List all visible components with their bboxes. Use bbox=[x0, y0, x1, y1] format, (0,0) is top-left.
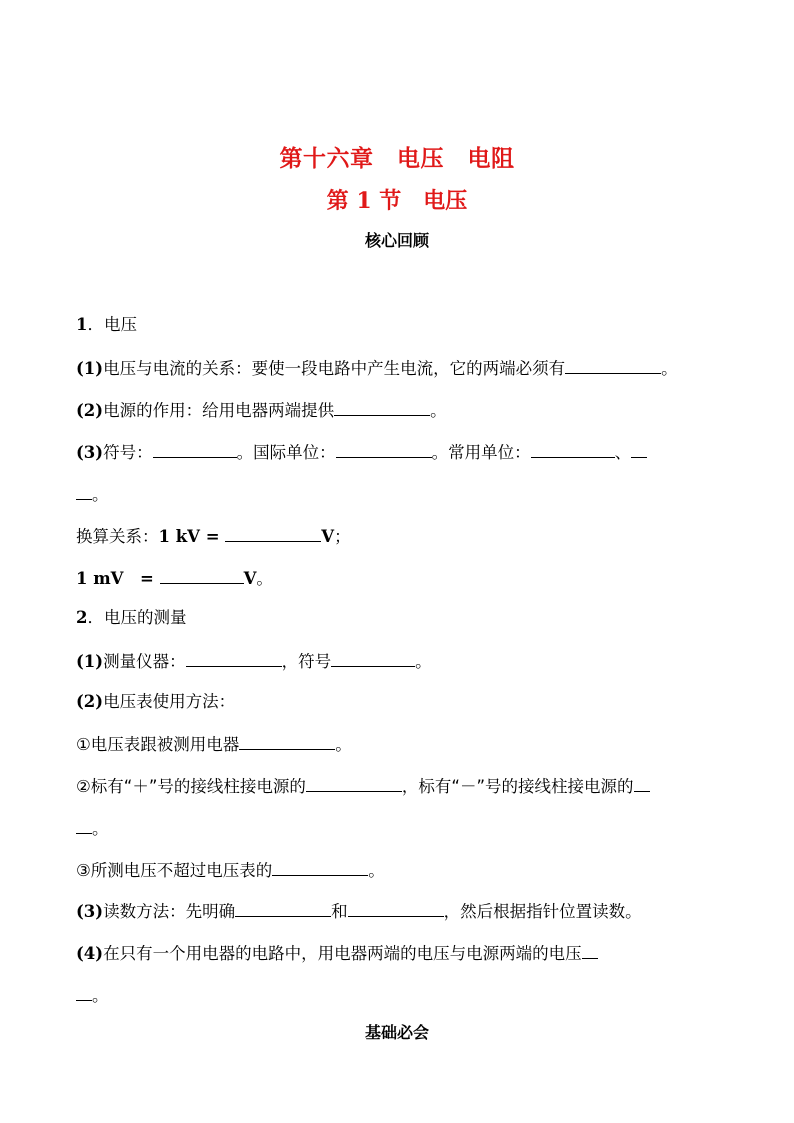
mv-expression: 1 mV = bbox=[76, 569, 160, 588]
q2-4-line bbox=[76, 940, 726, 966]
q1-3-number: (3) bbox=[76, 443, 104, 462]
volt-unit: V bbox=[243, 569, 257, 588]
reading-text-b: 和 bbox=[331, 902, 348, 921]
q2-2-text: 电压表使用方法： bbox=[103, 692, 236, 711]
q1-heading bbox=[76, 313, 726, 337]
negative-terminal-blank-cont[interactable] bbox=[76, 815, 92, 834]
usage-1-text: ①电压表跟被测用电器 bbox=[76, 735, 240, 754]
answer-blank[interactable] bbox=[239, 731, 335, 750]
answer-blank[interactable] bbox=[272, 857, 368, 876]
q2-3-number: (3) bbox=[76, 902, 104, 921]
mv-blank[interactable] bbox=[160, 565, 244, 584]
conversion-line-2 bbox=[76, 565, 726, 591]
q2-3-line bbox=[76, 898, 726, 924]
period: 。 bbox=[335, 735, 352, 754]
q1-3-line-cont bbox=[76, 481, 726, 507]
q1-1-number: (1) bbox=[76, 359, 104, 378]
reading-text-c: ，然后根据指针位置读数。 bbox=[443, 902, 642, 921]
core-review-heading: 核心回顾 bbox=[364, 231, 429, 250]
positive-terminal-blank[interactable] bbox=[306, 773, 402, 792]
period: 。 bbox=[368, 861, 385, 880]
basic-must-heading: 基础必会 bbox=[364, 1023, 429, 1042]
q2-4-number: (4) bbox=[76, 944, 104, 963]
usage-3-line bbox=[76, 857, 726, 883]
period: 。 bbox=[92, 819, 109, 838]
usage-2-text-b: ，标有“－”号的接线柱接电源的 bbox=[401, 777, 634, 796]
volt-unit: V bbox=[321, 527, 335, 546]
q2-4-text: 在只有一个用电器的电路中，用电器两端的电压与电源两端的电压 bbox=[103, 944, 582, 963]
conversion-line-1 bbox=[76, 523, 726, 549]
q1-number: 1 bbox=[76, 315, 88, 334]
period: 。 bbox=[256, 569, 273, 588]
answer-blank[interactable] bbox=[582, 940, 598, 959]
kv-expression: 1 kV = bbox=[158, 527, 226, 546]
answer-blank[interactable] bbox=[334, 397, 430, 416]
answer-blank-cont[interactable] bbox=[76, 982, 92, 1001]
si-unit-label: 。国际单位： bbox=[236, 443, 336, 462]
common-unit-blank-2-cont[interactable] bbox=[76, 481, 92, 500]
common-unit-label: 。常用单位： bbox=[431, 443, 531, 462]
q1-1-text: 电压与电流的关系：要使一段电路中产生电流，它的两端必须有 bbox=[103, 359, 566, 378]
si-unit-blank[interactable] bbox=[336, 439, 432, 458]
usage-2-text-a: ②标有“＋”号的接线柱接电源的 bbox=[76, 777, 306, 796]
range-blank[interactable] bbox=[235, 898, 331, 917]
q2-heading-text: ．电压的测量 bbox=[87, 608, 187, 627]
q2-2-number: (2) bbox=[76, 692, 104, 711]
usage-1-line bbox=[76, 731, 726, 757]
separator: ； bbox=[334, 527, 351, 546]
q2-number: 2 bbox=[76, 608, 88, 627]
division-blank[interactable] bbox=[348, 898, 444, 917]
usage-2-line bbox=[76, 773, 726, 799]
instrument-label: 测量仪器： bbox=[103, 652, 186, 671]
q2-1-line bbox=[76, 648, 726, 674]
usage-3-text: ③所测电压不超过电压表的 bbox=[76, 861, 273, 880]
reading-text-a: 读数方法：先明确 bbox=[103, 902, 236, 921]
symbol-blank[interactable] bbox=[331, 648, 415, 667]
common-unit-blank-2[interactable] bbox=[631, 439, 647, 458]
symbol-blank[interactable] bbox=[153, 439, 237, 458]
section-title: 第 1 节 电压 bbox=[326, 188, 468, 214]
period: 。 bbox=[92, 485, 109, 504]
period: 。 bbox=[415, 652, 432, 671]
usage-2-line-cont bbox=[76, 815, 726, 841]
q1-2-text: 电源的作用：给用电器两端提供 bbox=[103, 401, 335, 420]
q2-4-line-cont bbox=[76, 982, 726, 1008]
period: 。 bbox=[430, 401, 447, 420]
q1-2-line bbox=[76, 397, 726, 423]
q2-heading bbox=[76, 606, 726, 630]
negative-terminal-blank[interactable] bbox=[634, 773, 650, 792]
answer-blank[interactable] bbox=[565, 355, 661, 374]
common-unit-blank-1[interactable] bbox=[531, 439, 615, 458]
symbol-label: 符号： bbox=[103, 443, 153, 462]
kv-blank[interactable] bbox=[225, 523, 321, 542]
period: 。 bbox=[661, 359, 678, 378]
conversion-label: 换算关系： bbox=[76, 527, 159, 546]
symbol-label: ，符号 bbox=[281, 652, 332, 671]
q1-2-number: (2) bbox=[76, 401, 104, 420]
q1-3-line bbox=[76, 439, 726, 465]
q1-1-line bbox=[76, 355, 726, 381]
q2-2-line bbox=[76, 690, 726, 714]
q1-heading-text: ．电压 bbox=[87, 315, 137, 334]
q2-1-number: (1) bbox=[76, 652, 104, 671]
period: 。 bbox=[92, 986, 109, 1005]
separator: 、 bbox=[614, 443, 632, 462]
chapter-title: 第十六章 电压 电阻 bbox=[279, 145, 515, 172]
instrument-blank[interactable] bbox=[186, 648, 282, 667]
